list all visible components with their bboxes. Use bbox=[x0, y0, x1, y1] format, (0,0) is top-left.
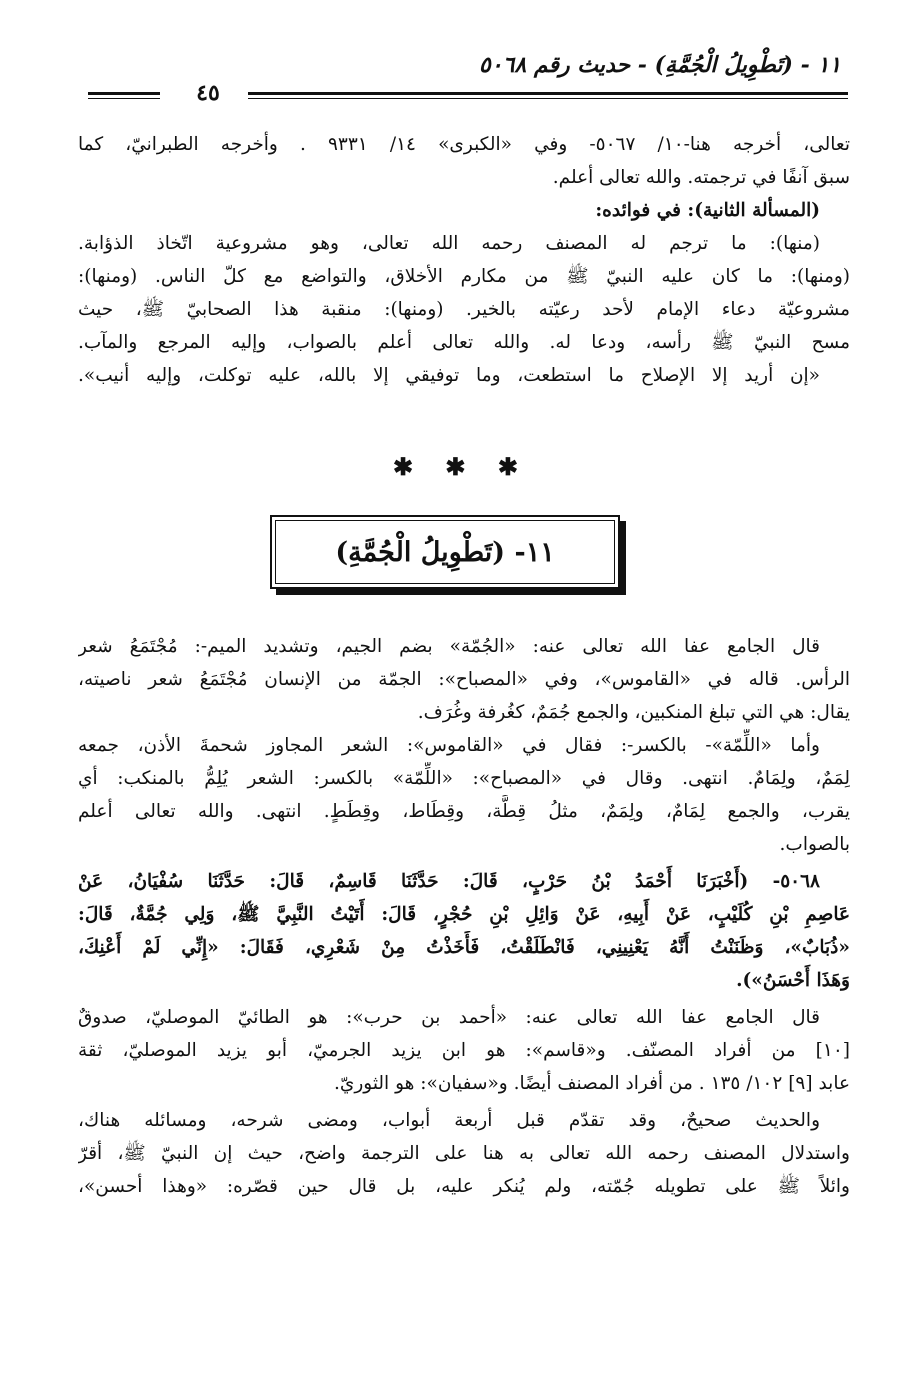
text-line: واستدلال المصنف رحمه الله تعالى به هنا على الترجمة واضح، حيث إن النبيّ ﷺ، أقرّ bbox=[78, 1143, 850, 1164]
header-rule bbox=[248, 92, 848, 95]
section-separator-stars: ✱ ✱ ✱ bbox=[392, 452, 531, 481]
header-rule-left bbox=[88, 92, 160, 95]
page-number: ٤٥ bbox=[196, 80, 220, 106]
chapter-heading-box bbox=[270, 515, 620, 589]
chapter-body-text bbox=[78, 630, 850, 1203]
text-line: (منها): ما ترجم له المصنف رحمه الله تعالى، وهو مشروعية اتّخاذ الذؤابة. bbox=[78, 233, 820, 254]
text-line: لِمَمٌ، ولِمَامٌ. انتهى. وقال في «المصباح»: «اللِّمّة» بالكسر: الشعر يُلِمُّ بالمنكب: أي bbox=[78, 768, 850, 789]
text-line: يقال: هي التي تبلغ المنكبين، والجمع جُمَمٌ، كغُرفة وغُرَف. bbox=[417, 702, 850, 723]
text-line: وأما «اللِّمّة»- بالكسر-: فقال في «القاموس»: الشعر المجاوز شحمةَ الأذن، جمعه bbox=[78, 735, 820, 756]
text-line: [١٠] من أفراد المصنّف. و«قاسم»: هو ابن يزيد الجرميّ، أبو يزيد الموصليّ، ثقة bbox=[78, 1040, 850, 1061]
previous-chapter-text bbox=[78, 128, 850, 392]
hadith-text-line: وَهَذَا أَحْسَنُ»). bbox=[736, 970, 850, 991]
text-line: قال الجامع عفا الله تعالى عنه: «الجُمّة» بضم الجيم، وتشديد الميم-: مُجْتَمَعُ شعر bbox=[78, 636, 820, 657]
hadith-text-line: عَاصِمِ بْنِ كُلَيْبٍ، عَنْ أَبِيهِ، عَنْ وَائِلِ بْنِ حُجْرٍ، قَالَ: أَتَيْتُ النَّبِيَّ ﷺ، وَلِي جُمَّةٌ، قَالَ: bbox=[78, 904, 850, 925]
text-line: الرأس. قاله في «القاموس»، وفي «المصباح»: الجمّة من الإنسان مُجْتَمَعُ شعر ناصيته، bbox=[78, 669, 850, 690]
running-header-title: ١١ - (تَطْوِيلُ الْجُمَّةِ) - حديث رقم ٥٠٦٨ bbox=[478, 52, 841, 78]
text-line: بالصواب. bbox=[779, 834, 850, 855]
header-rule-left-thin bbox=[88, 98, 160, 99]
text-line: قال الجامع عفا الله تعالى عنه: «أحمد بن حرب»: هو الطائيّ الموصليّ، صدوقٌ bbox=[78, 1007, 820, 1028]
text-line: (ومنها): ما كان عليه النبيّ ﷺ من مكارم الأخلاق، والتواضع مع كلّ الناس. (ومنها): bbox=[78, 266, 850, 287]
closing-quote: «إن أريد إلا الإصلاح ما استطعت، وما توفيقي إلا بالله، عليه توكلت، وإليه أنيب». bbox=[78, 365, 820, 386]
text-line: مسح النبيّ ﷺ رأسه، ودعا له. والله تعالى أعلم بالصواب، وإليه المرجع والمآب. bbox=[78, 332, 850, 353]
hadith-text-line: «ذُبَابٌ»، وَظَنَنْتُ أَنَّهُ يَعْنِينِي، فَانْطَلَقْتُ، فَأَخَذْتُ مِنْ شَعْرِي، فَقَالَ: «إِنِّي لَمْ أَعْنِكَ، bbox=[78, 937, 850, 958]
hadith-text-line: ٥٠٦٨- (أَخْبَرَنَا أَحْمَدُ بْنُ حَرْبٍ، قَالَ: حَدَّثَنَا قَاسِمٌ، قَالَ: حَدَّثَنَا سُفْيَانُ، عَنْ bbox=[78, 871, 820, 892]
chapter-title: ١١- (تَطْوِيلُ الْجُمَّةِ) bbox=[335, 536, 555, 568]
text-line: والحديث صحيحٌ، وقد تقدّم قبل أربعة أبواب، ومضى شرحه، ومسائله هناك، bbox=[78, 1110, 820, 1131]
header-rule-thin bbox=[248, 98, 848, 99]
text-line: مشروعيّة دعاء الإمام لأحد رعيّته بالخير. (ومنها): منقبة هذا الصحابيّ ﷺ، حيث bbox=[78, 299, 850, 320]
text-line: تعالى، أخرجه هنا-١٠/ ٥٠٦٧- وفي «الكبرى» ١٤/ ٩٣٣١ . وأخرجه الطبرانيّ، كما bbox=[78, 134, 850, 155]
text-line: عابد [٩] ١٠٢/ ١٣٥ . من أفراد المصنف أيضًا. و«سفيان»: هو الثوريّ. bbox=[333, 1073, 850, 1094]
text-line: يقرب، والجمع لِمَامٌ، ولِمَمٌ، مثلُ قِطَّة، وقِطَاط، وقِطَطٍ. انتهى. والله تعالى أعلم bbox=[78, 801, 850, 822]
text-line: وائلاً ﷺ على تطويله جُمّته، ولم يُنكر عليه، بل قال حين قصّره: «وهذا أحسن»، bbox=[78, 1176, 850, 1197]
text-line: سبق آنفًا في ترجمته. والله تعالى أعلم. bbox=[552, 167, 850, 188]
issue-heading: (المسألة الثانية): في فوائده: bbox=[595, 200, 820, 221]
